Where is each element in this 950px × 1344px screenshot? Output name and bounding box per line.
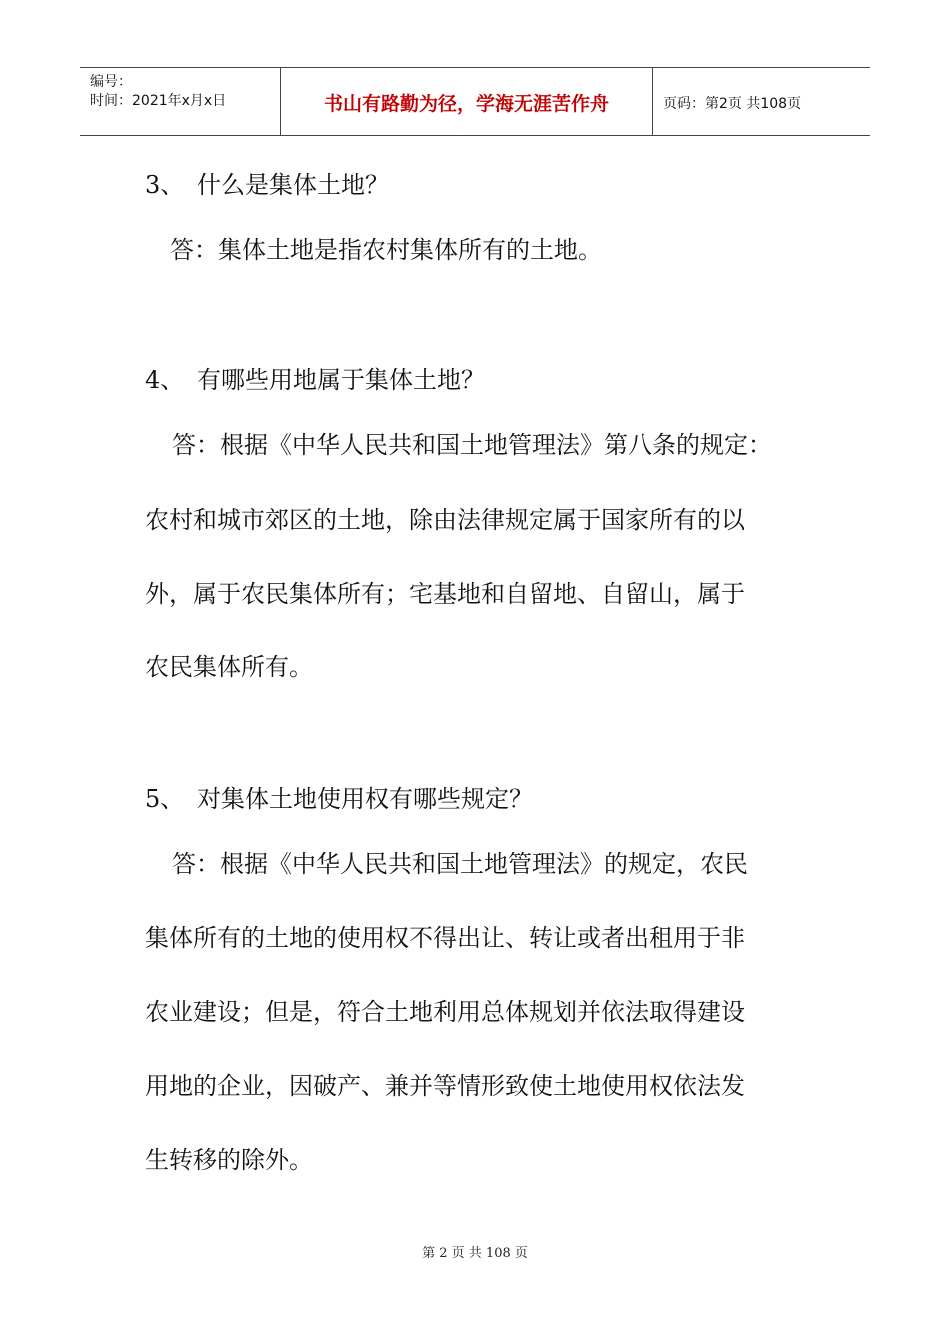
question-number: 5、 (145, 785, 185, 813)
answer-5-line-4: 用地的企业，因破产、兼并等情形致使土地使用权依法发 (145, 1072, 745, 1100)
question-number: 3、 (145, 171, 185, 199)
answer-4-line-3: 外，属于农民集体所有；宅基地和自留地、自留山，属于 (145, 580, 745, 608)
header-time-label: 时间：2021年x月x日 (90, 93, 227, 109)
answer-3: 答：集体土地是指农村集体所有的土地。 (170, 236, 602, 264)
header-number-label: 编号： (90, 74, 132, 90)
answer-5-line-1: 答：根据《中华人民共和国土地管理法》的规定，农民 (172, 850, 748, 878)
question-text: 对集体土地使用权有哪些规定？ (197, 785, 533, 813)
answer-5-line-5: 生转移的除外。 (145, 1146, 313, 1174)
answer-4-line-1: 答：根据《中华人民共和国土地管理法》第八条的规定： (172, 431, 772, 459)
answer-5-line-3: 农业建设；但是，符合土地利用总体规划并依法取得建设 (145, 998, 745, 1026)
answer-5-line-2: 集体所有的土地的使用权不得出让、转让或者出租用于非 (145, 924, 745, 952)
question-text: 有哪些用地属于集体土地？ (197, 366, 485, 394)
header-motto: 书山有路勤为径，学海无涯苦作舟 (323, 93, 609, 115)
header-left-cell (80, 68, 281, 135)
page-footer: 第 2 页 共 108 页 (422, 1246, 528, 1261)
header-right-cell (653, 68, 870, 135)
question-text: 什么是集体土地？ (197, 171, 389, 199)
question-number: 4、 (145, 366, 185, 394)
answer-4-line-4: 农民集体所有。 (145, 653, 313, 681)
document-header (80, 67, 870, 136)
answer-4-line-2: 农村和城市郊区的土地，除由法律规定属于国家所有的以 (145, 506, 745, 534)
header-middle-cell (281, 68, 653, 135)
header-page-label: 页码：第2页 共108页 (663, 96, 802, 112)
